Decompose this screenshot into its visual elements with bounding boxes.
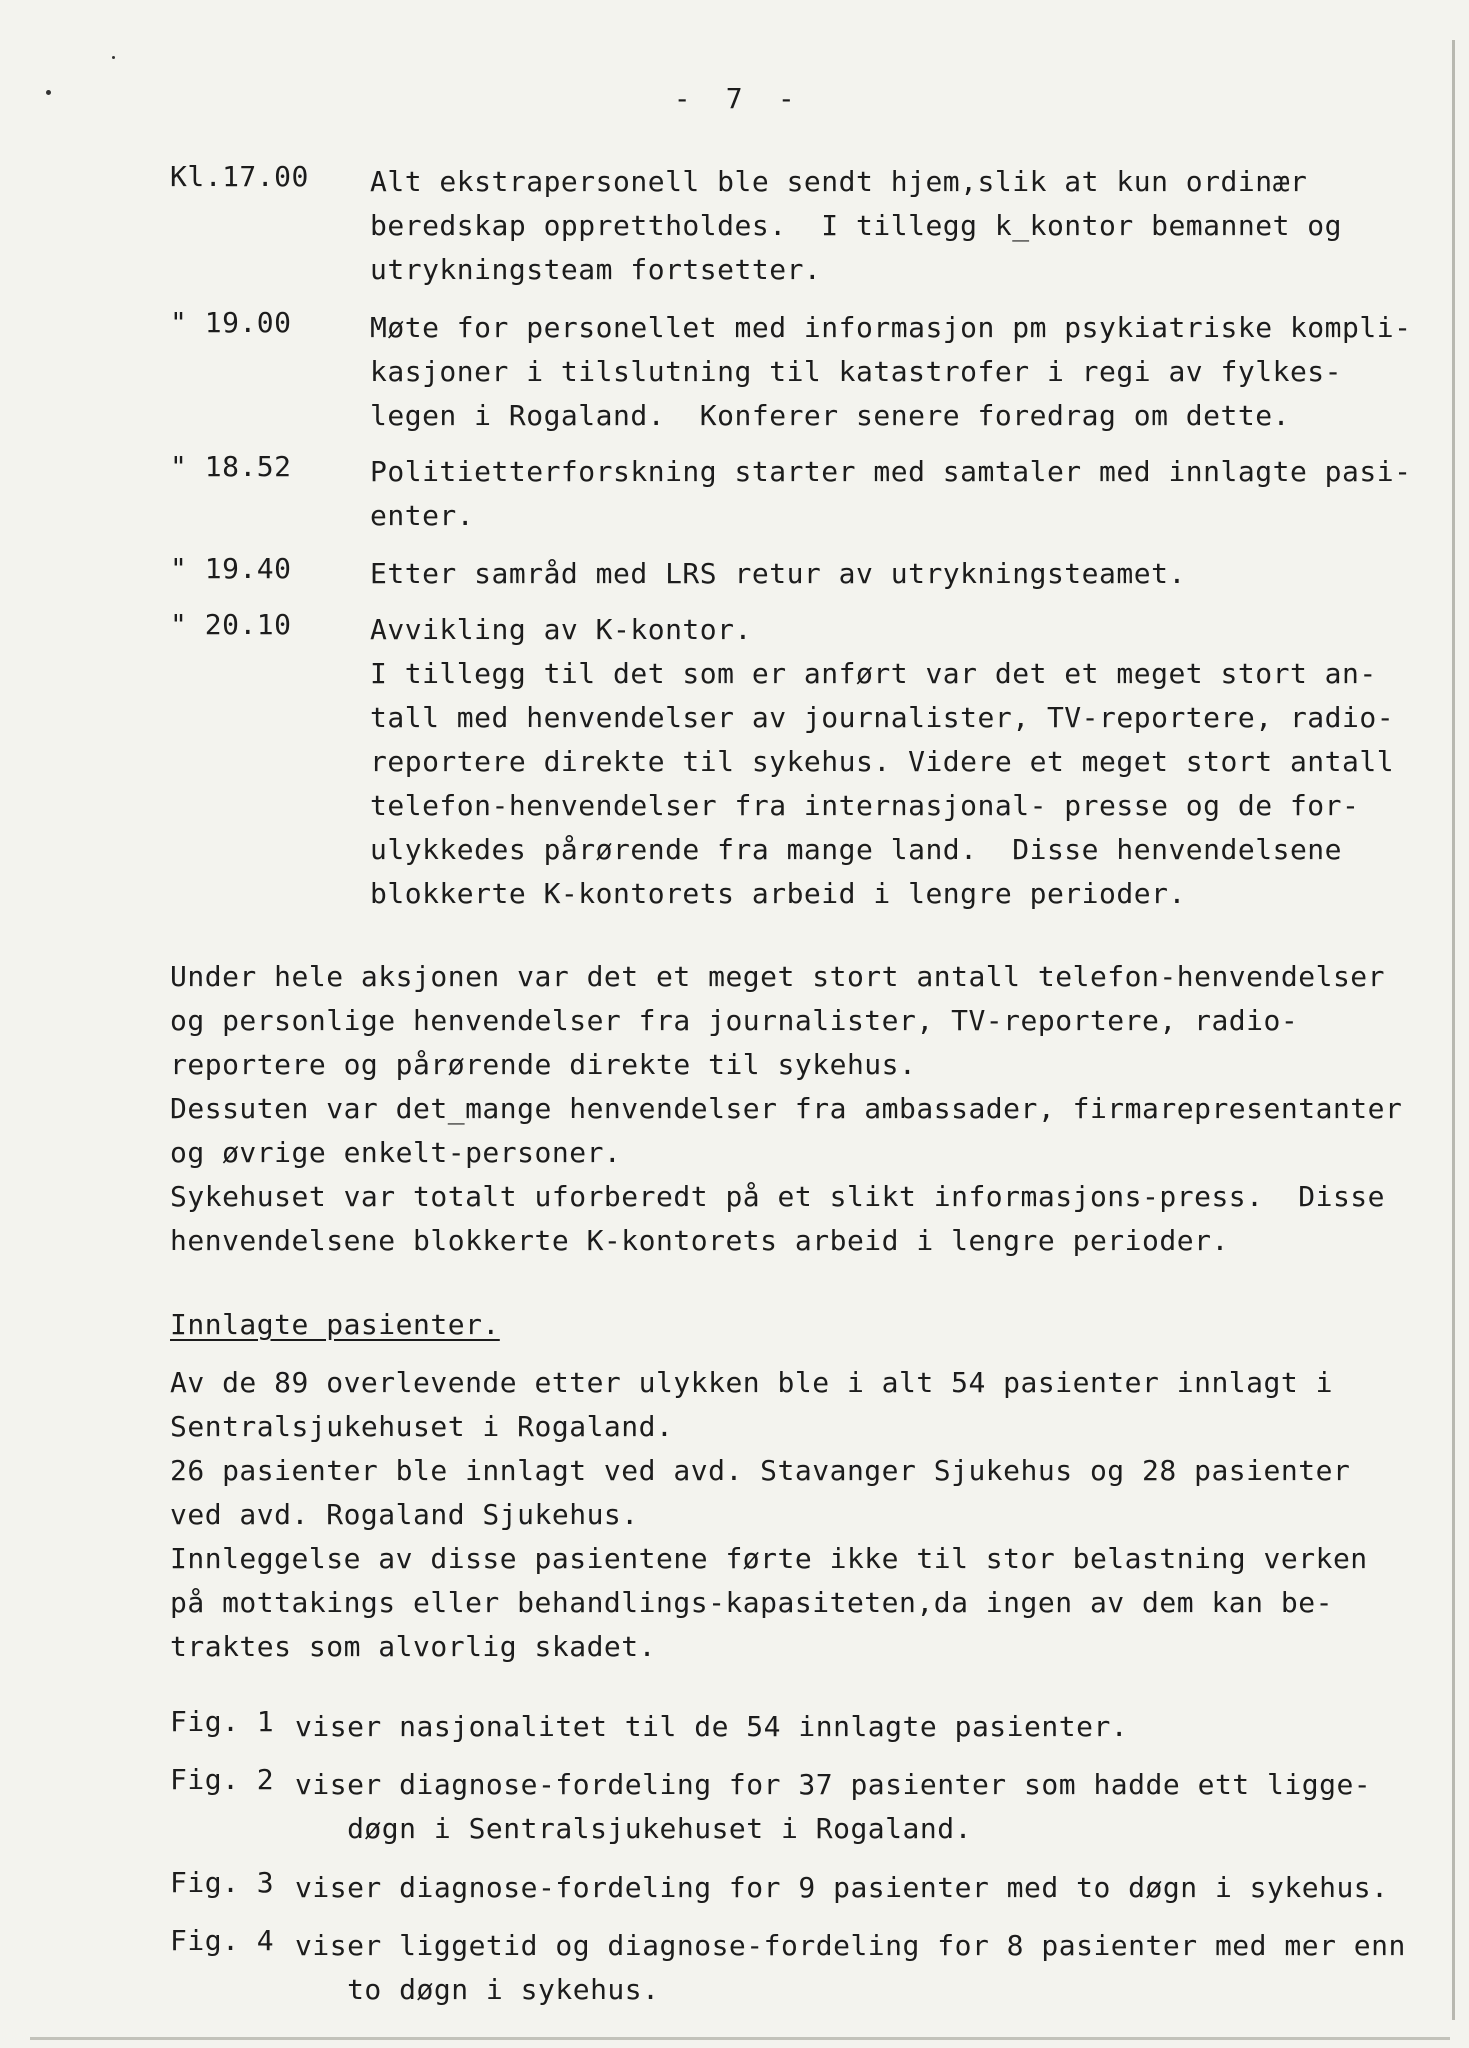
text-line: Av de 89 overlevende etter ulykken ble i alt 54 pasienter innlagt i [170, 1366, 1333, 1399]
entry-time: " 20.10 [170, 608, 292, 641]
entry-text [370, 306, 1411, 438]
text-line: 26 pasienter ble innlagt ved avd. Stavanger Sjukehus og 28 pasienter [170, 1454, 1351, 1487]
text-line: viser diagnose-fordeling for 37 pasienter som hadde ett ligge- [295, 1768, 1372, 1801]
text-line: telefon-henvendelser fra internasjonal- presse og de for- [370, 789, 1360, 822]
patients-paragraph [170, 1361, 1368, 1669]
section-heading: Innlagte pasienter. [170, 1308, 500, 1341]
entry-time: " 19.00 [170, 306, 292, 339]
text-line: Møte for personellet med informasjon pm psykiatriske kompli- [370, 311, 1412, 344]
text-line: og øvrige enkelt-personer. [170, 1136, 622, 1169]
text-line: på mottakings eller behandlings-kapasiteten,da ingen av dem kan be- [170, 1586, 1333, 1619]
text-line: Alt ekstrapersonell ble sendt hjem,slik at kun ordinær [370, 165, 1308, 198]
text-line: og personlige henvendelser fra journalister, TV-reportere, radio- [170, 1004, 1299, 1037]
text-line: traktes som alvorlig skadet. [170, 1630, 657, 1663]
text-line: Dessuten var det_mange henvendelser fra ambassader, firmarepresentanter [170, 1092, 1403, 1125]
text-line: Politietterforskning starter med samtaler med innlagte pasi- [370, 455, 1412, 488]
page-number: - 7 - [673, 82, 796, 115]
entry-text [370, 160, 1342, 292]
text-line: reportere og pårørende direkte til sykehus. [170, 1048, 917, 1081]
text-line: enter. [370, 499, 475, 532]
text-line: kasjoner i tilslutning til katastrofer i regi av fylkes- [370, 355, 1343, 388]
scan-edge-bottom [30, 2037, 1450, 2040]
figure-description [295, 1866, 1389, 1910]
figure-label: Fig. 2 [170, 1763, 275, 1796]
figure-description [295, 1705, 1128, 1749]
text-line: Under hele aksjonen var det et meget stort antall telefon-henvendelser [170, 960, 1386, 993]
text-line: ulykkedes pårørende fra mange land. Disse henvendelsene [370, 833, 1343, 866]
text-line: henvendelsene blokkerte K-kontorets arbeid i lengre perioder. [170, 1224, 1229, 1257]
entry-time: Kl.17.00 [170, 160, 309, 193]
text-line: Sykehuset var totalt uforberedt på et slikt informasjons-press. Disse [170, 1180, 1386, 1213]
figure-label: Fig. 1 [170, 1705, 275, 1738]
scan-speck [112, 56, 115, 59]
text-line: ved avd. Rogaland Sjukehus. [170, 1498, 639, 1531]
text-line: legen i Rogaland. Konferer senere foredrag om dette. [370, 399, 1290, 432]
entry-text [370, 450, 1411, 538]
text-line: viser liggetid og diagnose-fordeling for 8 pasienter med mer enn [295, 1929, 1406, 1962]
text-line: døgn i Sentralsjukehuset i Rogaland. [295, 1812, 972, 1845]
figure-label: Fig. 4 [170, 1924, 275, 1957]
text-line: blokkerte K-kontorets arbeid i lengre perioder. [370, 877, 1186, 910]
text-line: Innleggelse av disse pasientene førte ikke til stor belastning verken [170, 1542, 1368, 1575]
entry-text [370, 608, 1394, 916]
text-line: to døgn i sykehus. [295, 1973, 660, 2006]
text-line: reportere direkte til sykehus. Videre et meget stort antall [370, 745, 1395, 778]
entry-time: " 19.40 [170, 552, 292, 585]
text-line: viser diagnose-fordeling for 9 pasienter med to døgn i sykehus. [295, 1871, 1389, 1904]
figure-description [295, 1924, 1406, 2012]
scan-edge-right [1452, 40, 1455, 2020]
entry-text [370, 552, 1186, 596]
figure-description [295, 1763, 1371, 1851]
text-line: Avvikling av K-kontor. [370, 613, 752, 646]
text-line: tall med henvendelser av journalister, TV-reportere, radio- [370, 701, 1395, 734]
text-line: Sentralsjukehuset i Rogaland. [170, 1410, 674, 1443]
text-line: viser nasjonalitet til de 54 innlagte pasienter. [295, 1710, 1129, 1743]
text-line: beredskap opprettholdes. I tillegg k_kontor bemannet og [370, 209, 1343, 242]
summary-paragraph [170, 955, 1402, 1263]
figure-label: Fig. 3 [170, 1866, 275, 1899]
entry-time: " 18.52 [170, 450, 292, 483]
text-line: I tillegg til det som er anført var det et meget stort an- [370, 657, 1377, 690]
text-line: Etter samråd med LRS retur av utrykningsteamet. [370, 557, 1186, 590]
text-line: utrykningsteam fortsetter. [370, 253, 822, 286]
